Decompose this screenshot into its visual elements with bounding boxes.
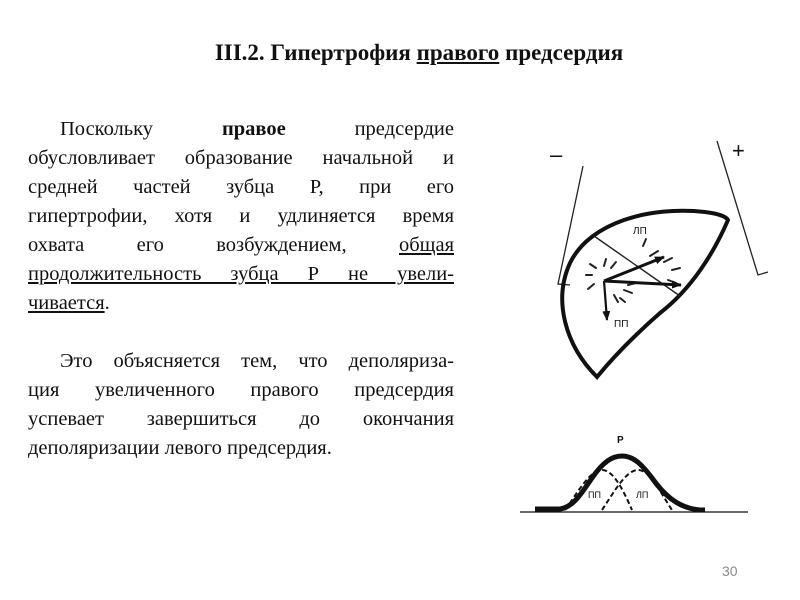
pp-label: ПП: [614, 319, 629, 330]
text-line: Это объясняется тем, что деполяриза-: [60, 350, 454, 372]
text-fragment: предсердие: [285, 118, 454, 140]
underlined-phrase: чивается: [28, 292, 105, 314]
text-line: ция увеличенного правого предсердия: [28, 379, 454, 401]
bold-term: правое: [221, 118, 286, 140]
pp-wave-label: ПП: [588, 490, 601, 500]
text-line: деполяризации левого предсердия.: [28, 437, 332, 459]
text-line: обусловливает образование начальной и: [28, 147, 454, 169]
p-label: P: [617, 435, 624, 446]
title-suffix: предсердия: [499, 40, 624, 65]
text-fragment: .: [104, 292, 110, 314]
text-line: гипертрофии, хотя и удлиняется время: [28, 205, 454, 227]
page-number: 30: [722, 563, 738, 579]
text-line: успевает завершиться до окончания: [28, 408, 454, 430]
text-fragment: Поскольку: [60, 118, 222, 140]
underlined-line: продолжительность зубца Р не увели-: [28, 263, 454, 285]
minus-sign: –: [550, 142, 563, 167]
text-fragment: охвата его возбуждением,: [28, 234, 399, 256]
title-prefix: III.2. Гипертрофия: [214, 40, 417, 65]
plus-sign: +: [732, 138, 745, 163]
text-line: средней частей зубца Р, при его: [28, 176, 454, 198]
lp-label: ЛП: [633, 226, 647, 237]
underlined-phrase: общая: [399, 234, 454, 256]
title-underlined-word: правого: [416, 40, 500, 65]
lp-wave-label: ЛП: [636, 490, 649, 500]
